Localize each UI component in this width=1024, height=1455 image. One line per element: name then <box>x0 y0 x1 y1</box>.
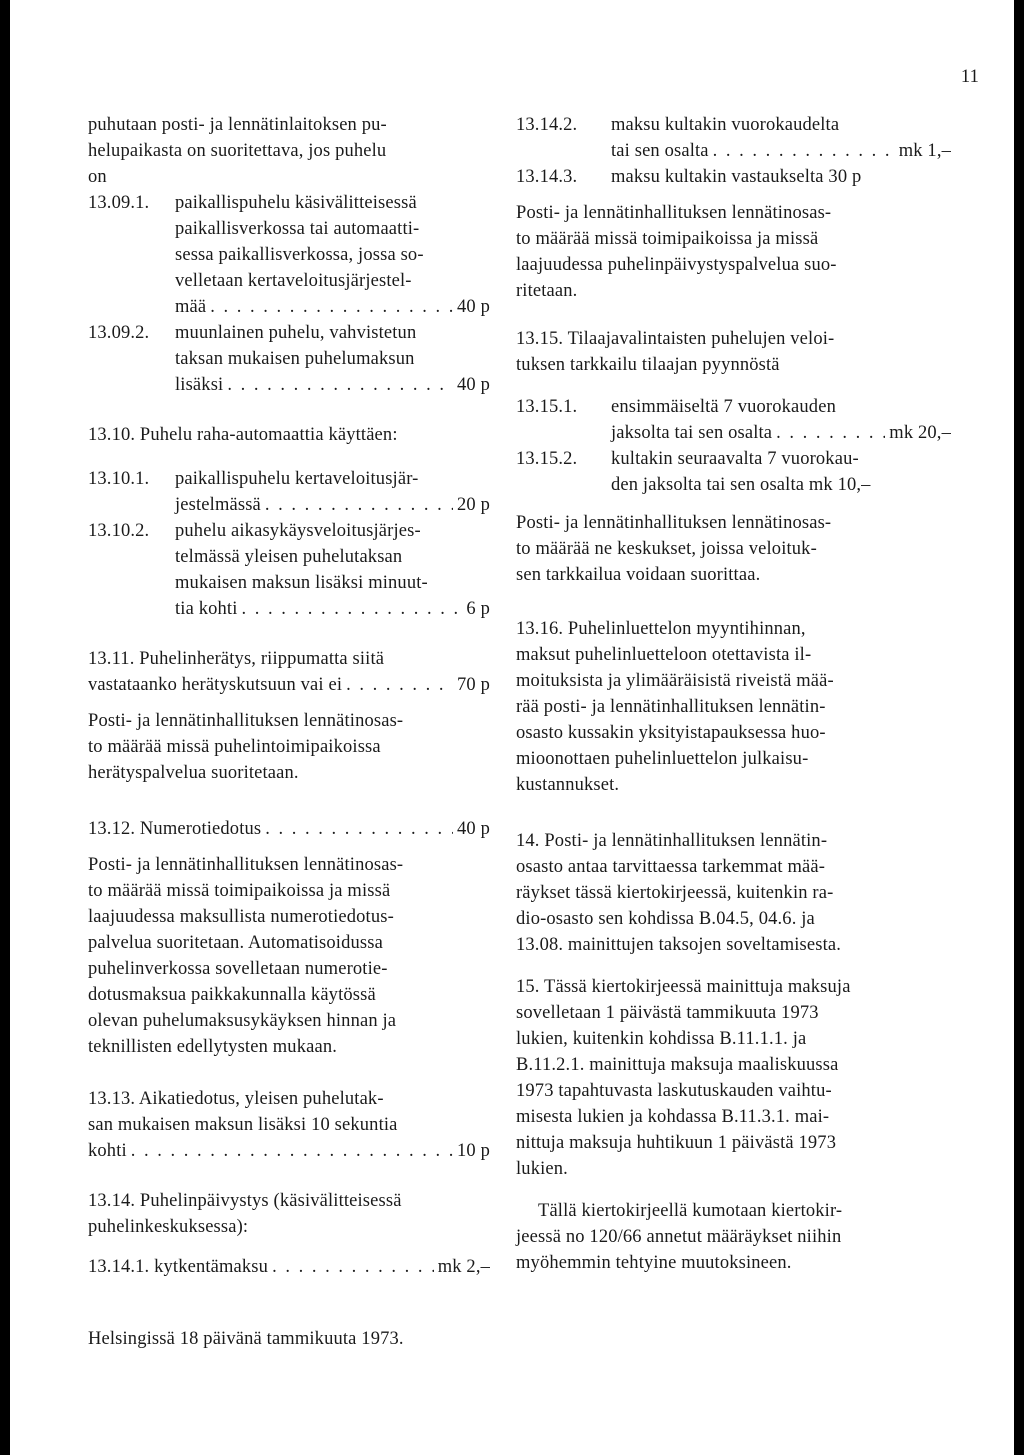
page-number: 11 <box>960 67 979 87</box>
dot-leader <box>713 138 895 164</box>
text-line: paikallispuhelu kertaveloitusjär- <box>175 469 419 489</box>
price-line <box>88 672 490 698</box>
text-line: paikallisverkossa tai automaatti- <box>175 219 420 239</box>
text-line: rää posti- ja lennätinhallituksen lennätin- <box>516 697 826 717</box>
text-line: maksu kultakin vuorokaudelta <box>611 115 840 135</box>
entry-13-15-1 <box>516 394 951 446</box>
entry-13-14-2 <box>516 112 951 164</box>
price-line <box>611 420 951 446</box>
text-line: moituksista ja ylimääräisistä riveistä mää- <box>516 671 834 691</box>
text-line: Posti- ja lennätinhallituksen lennätinosas- <box>88 855 404 875</box>
text-line: puhelinkeskuksessa): <box>88 1217 249 1237</box>
text-line: kustannukset. <box>516 775 620 795</box>
price-label: 13.12. Numerotiedotus <box>88 819 262 839</box>
text-line: 1973 tapahtuvasta laskutuskauden vaihtu- <box>516 1081 832 1101</box>
text-line: palvelua suoritetaan. Automatisoidussa <box>88 933 383 953</box>
text-line: muunlainen puhelu, vahvistetun <box>175 323 417 343</box>
price-line <box>175 492 490 518</box>
text-line: mukaisen maksun lisäksi minuut- <box>175 573 428 593</box>
entry-13-15-2 <box>516 446 951 498</box>
entry-13-12 <box>88 816 490 842</box>
text-line: sen tarkkailua voidaan suorittaa. <box>516 565 761 585</box>
text-line: to määrää ne keskukset, joissa veloituk- <box>516 539 817 559</box>
price-label: tia kohti <box>175 599 238 619</box>
text-line: puhutaan posti- ja lennätinlaitoksen pu- <box>88 115 387 135</box>
text-line: Tällä kiertokirjeellä kumotaan kiertokir- <box>538 1201 843 1221</box>
text-line: 13.11. Puhelinherätys, riippumatta siitä <box>88 649 385 669</box>
price-value: mk 2,– <box>437 1257 490 1277</box>
entry-number: 13.09.2. <box>88 323 150 343</box>
text-line: ritetaan. <box>516 281 578 301</box>
text-line: myöhemmin tehtyine muutoksineen. <box>516 1253 792 1273</box>
text-line: dio-osasto sen kohdissa B.04.5, 04.6. ja <box>516 909 815 929</box>
text-line: dotusmaksua paikkakunnalla käytössä <box>88 985 376 1005</box>
text-line: paikallispuhelu käsivälitteisessä <box>175 193 417 213</box>
text-line: helupaikasta on suoritettava, jos puhelu <box>88 141 387 161</box>
text-line: to määrää missä toimipaikoissa ja missä <box>516 229 819 249</box>
text-line: lukien. <box>516 1159 568 1179</box>
right-column <box>516 112 951 1276</box>
text-line: tuksen tarkkailu tilaajan pyynnöstä <box>516 355 780 375</box>
price-label: jaksolta tai sen osalta <box>611 423 773 443</box>
price-value: 10 p <box>457 1141 490 1161</box>
text-line: lukien, kuitenkin kohdissa B.11.1.1. ja <box>516 1029 807 1049</box>
price-label: kohti <box>88 1141 127 1161</box>
text-line: B.11.2.1. mainittuja maksuja maaliskuussa <box>516 1055 839 1075</box>
text-line: herätyspalvelua suoritetaan. <box>88 763 299 783</box>
paragraph-final <box>516 1198 951 1276</box>
price-value: 40 p <box>457 297 490 317</box>
entry-number: 13.09.1. <box>88 193 150 213</box>
entry-13-13 <box>88 1086 490 1164</box>
entry-number: 13.14.3. <box>516 167 578 187</box>
text-line: jeessä no 120/66 annetut määräykset niihin <box>516 1227 842 1247</box>
text-line: to määrää missä puhelintoimipaikoissa <box>88 737 381 757</box>
text-line: Posti- ja lennätinhallituksen lennätinosas- <box>88 711 404 731</box>
price-label: mää <box>175 297 207 317</box>
price-line <box>175 596 490 622</box>
text-line: ensimmäiseltä 7 vuorokauden <box>611 397 836 417</box>
entry-13-14-3 <box>516 164 951 190</box>
section-heading-13-14 <box>88 1188 490 1240</box>
section-heading-13-10: 13.10. Puhelu raha-automaattia käyttäen: <box>88 425 398 445</box>
dot-leader <box>272 1254 434 1280</box>
dot-leader <box>265 816 453 842</box>
text-line: on <box>88 167 107 187</box>
price-value: 6 p <box>466 599 490 619</box>
text-line: teknillisten edellytysten mukaan. <box>88 1037 337 1057</box>
text-line: 15. Tässä kiertokirjeessä mainittuja maksuja <box>516 977 851 997</box>
text-line: laajuudessa puhelinpäivystyspalvelua suo- <box>516 255 837 275</box>
left-column <box>88 112 490 1280</box>
entry-13-14-1 <box>88 1254 490 1280</box>
price-label: vastataanko herätyskutsuun vai ei <box>88 675 343 695</box>
price-value: mk 20,– <box>889 423 951 443</box>
text-line: osasto kussakin yksityistapauksessa huo- <box>516 723 826 743</box>
right-border-bar <box>1014 0 1024 1455</box>
entry-13-09-1 <box>88 190 490 320</box>
entry-number: 13.15.2. <box>516 449 578 469</box>
text-line: sovelletaan 1 päivästä tammikuuta 1973 <box>516 1003 819 1023</box>
text-line: misesta lukien ja kohdassa B.11.3.1. mai- <box>516 1107 830 1127</box>
text-line: 14. Posti- ja lennätinhallituksen lennätin- <box>516 831 828 851</box>
text-line: räykset tässä kiertokirjeessä, kuitenkin ra- <box>516 883 834 903</box>
text-line: nittuja maksuja huhtikuun 1 päivästä 1973 <box>516 1133 837 1153</box>
entry-number: 13.10.2. <box>88 521 150 541</box>
entry-number: 13.14.2. <box>516 115 578 135</box>
text-line: velletaan kertaveloitusjärjestel- <box>175 271 412 291</box>
text-line: 13.16. Puhelinluettelon myyntihinnan, <box>516 619 806 639</box>
dot-leader <box>210 294 453 320</box>
price-label: tai sen osalta <box>611 141 709 161</box>
text-line: to määrää missä toimipaikoissa ja missä <box>88 881 391 901</box>
signature-line: Helsingissä 18 päivänä tammikuuta 1973. <box>88 1329 404 1349</box>
text-line: Posti- ja lennätinhallituksen lennätinosas- <box>516 513 832 533</box>
paragraph-14 <box>516 828 951 958</box>
text-line: osasto antaa tarvittaessa tarkemmat mää- <box>516 857 826 877</box>
text-line: sessa paikallisverkossa, jossa so- <box>175 245 424 265</box>
text-line: kultakin seuraavalta 7 vuorokau- <box>611 449 859 469</box>
dot-leader <box>242 596 463 622</box>
dot-leader <box>131 1138 453 1164</box>
text-line: 13.13. Aikatiedotus, yleisen puhelutak- <box>88 1089 384 1109</box>
paragraph-15 <box>516 974 951 1182</box>
text-line: puhelu aikasykäysveloitusjärjes- <box>175 521 421 541</box>
text-line: laajuudessa maksullista numerotiedotus- <box>88 907 394 927</box>
entry-13-10-1 <box>88 466 490 518</box>
price-line <box>88 1138 490 1164</box>
text-line: telmässä yleisen puhelutaksan <box>175 547 403 567</box>
entry-13-11 <box>88 646 490 698</box>
text-line: mioonottaen puhelinluettelon julkaisu- <box>516 749 809 769</box>
price-value: mk 1,– <box>898 141 951 161</box>
intro-paragraph <box>88 112 490 190</box>
text-line: 13.15. Tilaajavalintaisten puhelujen veloi- <box>516 329 835 349</box>
price-label: 13.14.1. kytkentämaksu <box>88 1257 269 1277</box>
paragraph-13-11 <box>88 708 490 786</box>
dot-leader <box>227 372 453 398</box>
text-line: taksan mukaisen puhelumaksun <box>175 349 415 369</box>
price-value: 70 p <box>457 675 490 695</box>
price-value: 40 p <box>457 375 490 395</box>
text-line: den jaksolta tai sen osalta mk 10,– <box>611 475 871 495</box>
text-line: 13.14. Puhelinpäivystys (käsivälitteisessä <box>88 1191 402 1211</box>
dot-leader <box>776 420 885 446</box>
entry-13-10-2 <box>88 518 490 622</box>
paragraph-13-14 <box>516 200 951 304</box>
section-heading-13-15 <box>516 326 951 378</box>
price-line <box>611 138 951 164</box>
entry-number: 13.10.1. <box>88 469 150 489</box>
text-line: olevan puhelumaksusykäyksen hinnan ja <box>88 1011 397 1031</box>
entry-13-09-2 <box>88 320 490 398</box>
price-value: 40 p <box>457 819 490 839</box>
paragraph-13-16 <box>516 616 951 798</box>
price-line <box>175 372 490 398</box>
text-line: maksu kultakin vastaukselta 30 p <box>611 167 862 187</box>
dot-leader <box>265 492 453 518</box>
paragraph-13-15 <box>516 510 951 588</box>
left-border-bar <box>0 0 10 1455</box>
entry-number: 13.15.1. <box>516 397 578 417</box>
text-line: Posti- ja lennätinhallituksen lennätinosas- <box>516 203 832 223</box>
price-value: 20 p <box>457 495 490 515</box>
text-line: san mukaisen maksun lisäksi 10 sekuntia <box>88 1115 398 1135</box>
price-label: jestelmässä <box>175 495 261 515</box>
price-label: lisäksi <box>175 375 224 395</box>
paragraph-13-12 <box>88 852 490 1060</box>
dot-leader <box>346 672 453 698</box>
price-line <box>175 294 490 320</box>
text-line: maksut puhelinluetteloon otettavista il- <box>516 645 812 665</box>
text-line: 13.08. mainittujen taksojen soveltamisesta. <box>516 935 842 955</box>
text-line: puhelinverkossa sovelletaan numerotie- <box>88 959 388 979</box>
